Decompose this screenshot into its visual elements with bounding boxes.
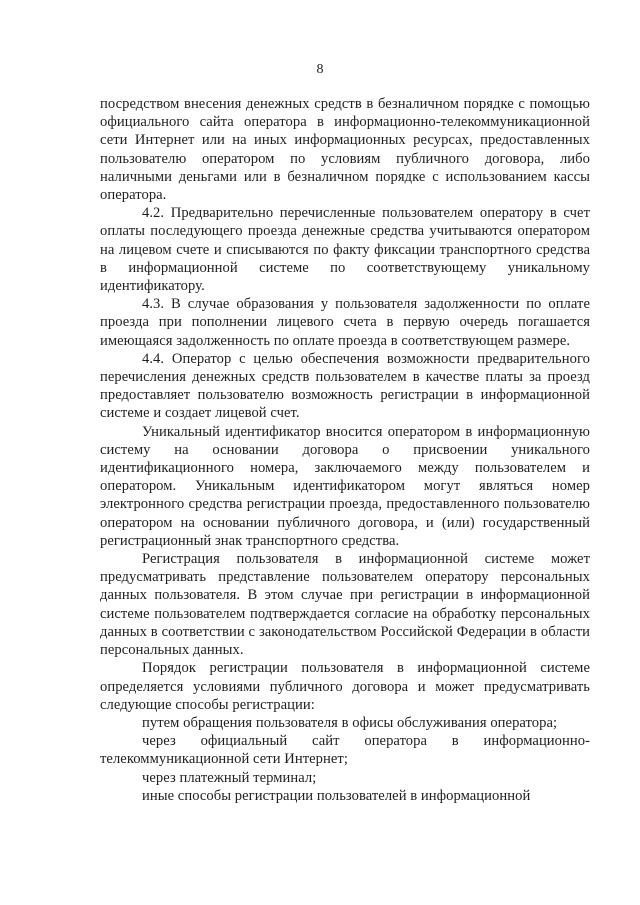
- list-item-other: иные способы регистрации пользователей в информационной: [142, 787, 531, 804]
- paragraph-registration-order: Порядок регистрации пользователя в информационной системе определяется условиями публичного договора и может предусматривать следующие способы регистрации:: [100, 660, 590, 713]
- paragraph-4-2: 4.2. Предварительно перечисленные пользователем оператору в счет оплаты последующего проезда денежные средства учитываются оператором на лицевом счете и списываются по факту фиксации транспортного средства в информационной системе по соответствующему уникальному идентификатору.: [100, 205, 590, 295]
- list-item-website: через официальный сайт оператора в информационно-телекоммуникационной сети Интернет;: [100, 733, 590, 768]
- document-body: [100, 95, 590, 805]
- paragraph-registration: Регистрация пользователя в информационной системе может предусматривать представление пользователем оператору персональных данных пользователя. В этом случае при регистрации в информационной системе пользователем подтверждается согласие на обработку персональных данных в соответствии с законодательством Российской Федерации в области персональных данных.: [100, 551, 590, 659]
- paragraph-unique-identifier: Уникальный идентификатор вносится оператором в информационную систему на основании договора о присвоении уникального идентификационного номера, заключаемого между пользователем и оператором. Уникальным идентификатором могут являться номер электронного средства регистрации проезда, предоставленного пользователю оператором на основании публичного договора, и (или) государственный регистрационный знак транспортного средства.: [100, 423, 590, 549]
- paragraph-4-4: 4.4. Оператор с целью обеспечения возможности предварительного перечисления денежных средств пользователем в качестве платы за проезд предоставляет пользователю возможность регистрации в информационной системе и создает лицевой счет.: [100, 350, 590, 422]
- paragraph-continuation: посредством внесения денежных средств в безналичном порядке с помощью официального сайта оператора в информационно-телекоммуникационной сети Интернет или на иных информационных ресурсах, предоставленных пользователю оператором по условиям публичного договора, либо наличными деньгами или в безналичном порядке с использованием кассы оператора.: [100, 96, 590, 204]
- page-number: 8: [316, 62, 324, 77]
- list-item-terminal: через платежный терминал;: [142, 769, 317, 786]
- paragraph-4-3: 4.3. В случае образования у пользователя задолженности по оплате проезда при пополнении лицевого счета в первую очередь погашается имеющаяся задолженность по оплате проезда в соответствующем размере.: [100, 296, 590, 349]
- list-item-office: путем обращения пользователя в офисы обслуживания оператора;: [142, 714, 558, 731]
